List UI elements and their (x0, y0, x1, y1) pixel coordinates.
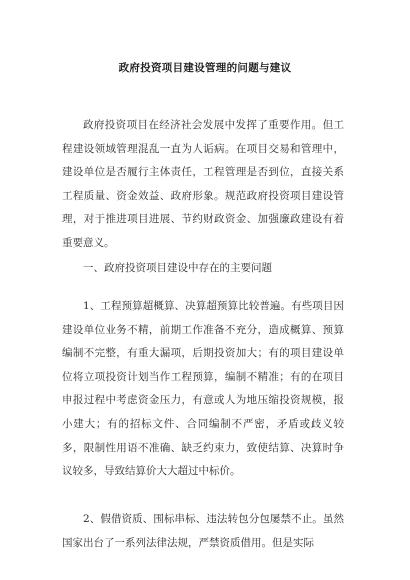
section-heading: 一、政府投资项目建设中存在的主要问题 (83, 262, 272, 274)
item-paragraph-2: 2、假借资质、围标串标、违法转包分包屡禁不止。虽然国家出台了一系列法律法规，严禁资质借用。但是实际 (62, 513, 344, 549)
intro-paragraph: 政府投资项目在经济社会发展中发挥了重要作用。但工程建设领域管理混乱一直为人诟病。在项目交易和管理中，建设单位是否履行主体责任，工程管理是否到位，直接关系工程质量、资金效益、政府形象。规范政府投资项目建设管理，对于推进项目进展、节约财政资金、加强廉政建设有着重要意义。 (62, 119, 344, 249)
document-title: 政府投资项目建设管理的问题与建议 (118, 62, 292, 74)
item-paragraph-1: 1、工程预算超概算、决算超预算比较普遍。有些项目因建设单位业务不精，前期工作准备不充分，造成概算、预算编制不完整，有重大漏项，后期投资加大；有的项目建设单位将立项投资计划当作工程预算，编制不精准；有的在项目申报过程中考虑资金压力，有意或人为地压缩投资规模，报小建大；有的招标文件、合同编制不严密，矛盾或歧义较多，限制性用语不准确、缺乏约束力，致使结算、决算时争议较多，导致结算价大大超过中标价。 (62, 300, 344, 478)
